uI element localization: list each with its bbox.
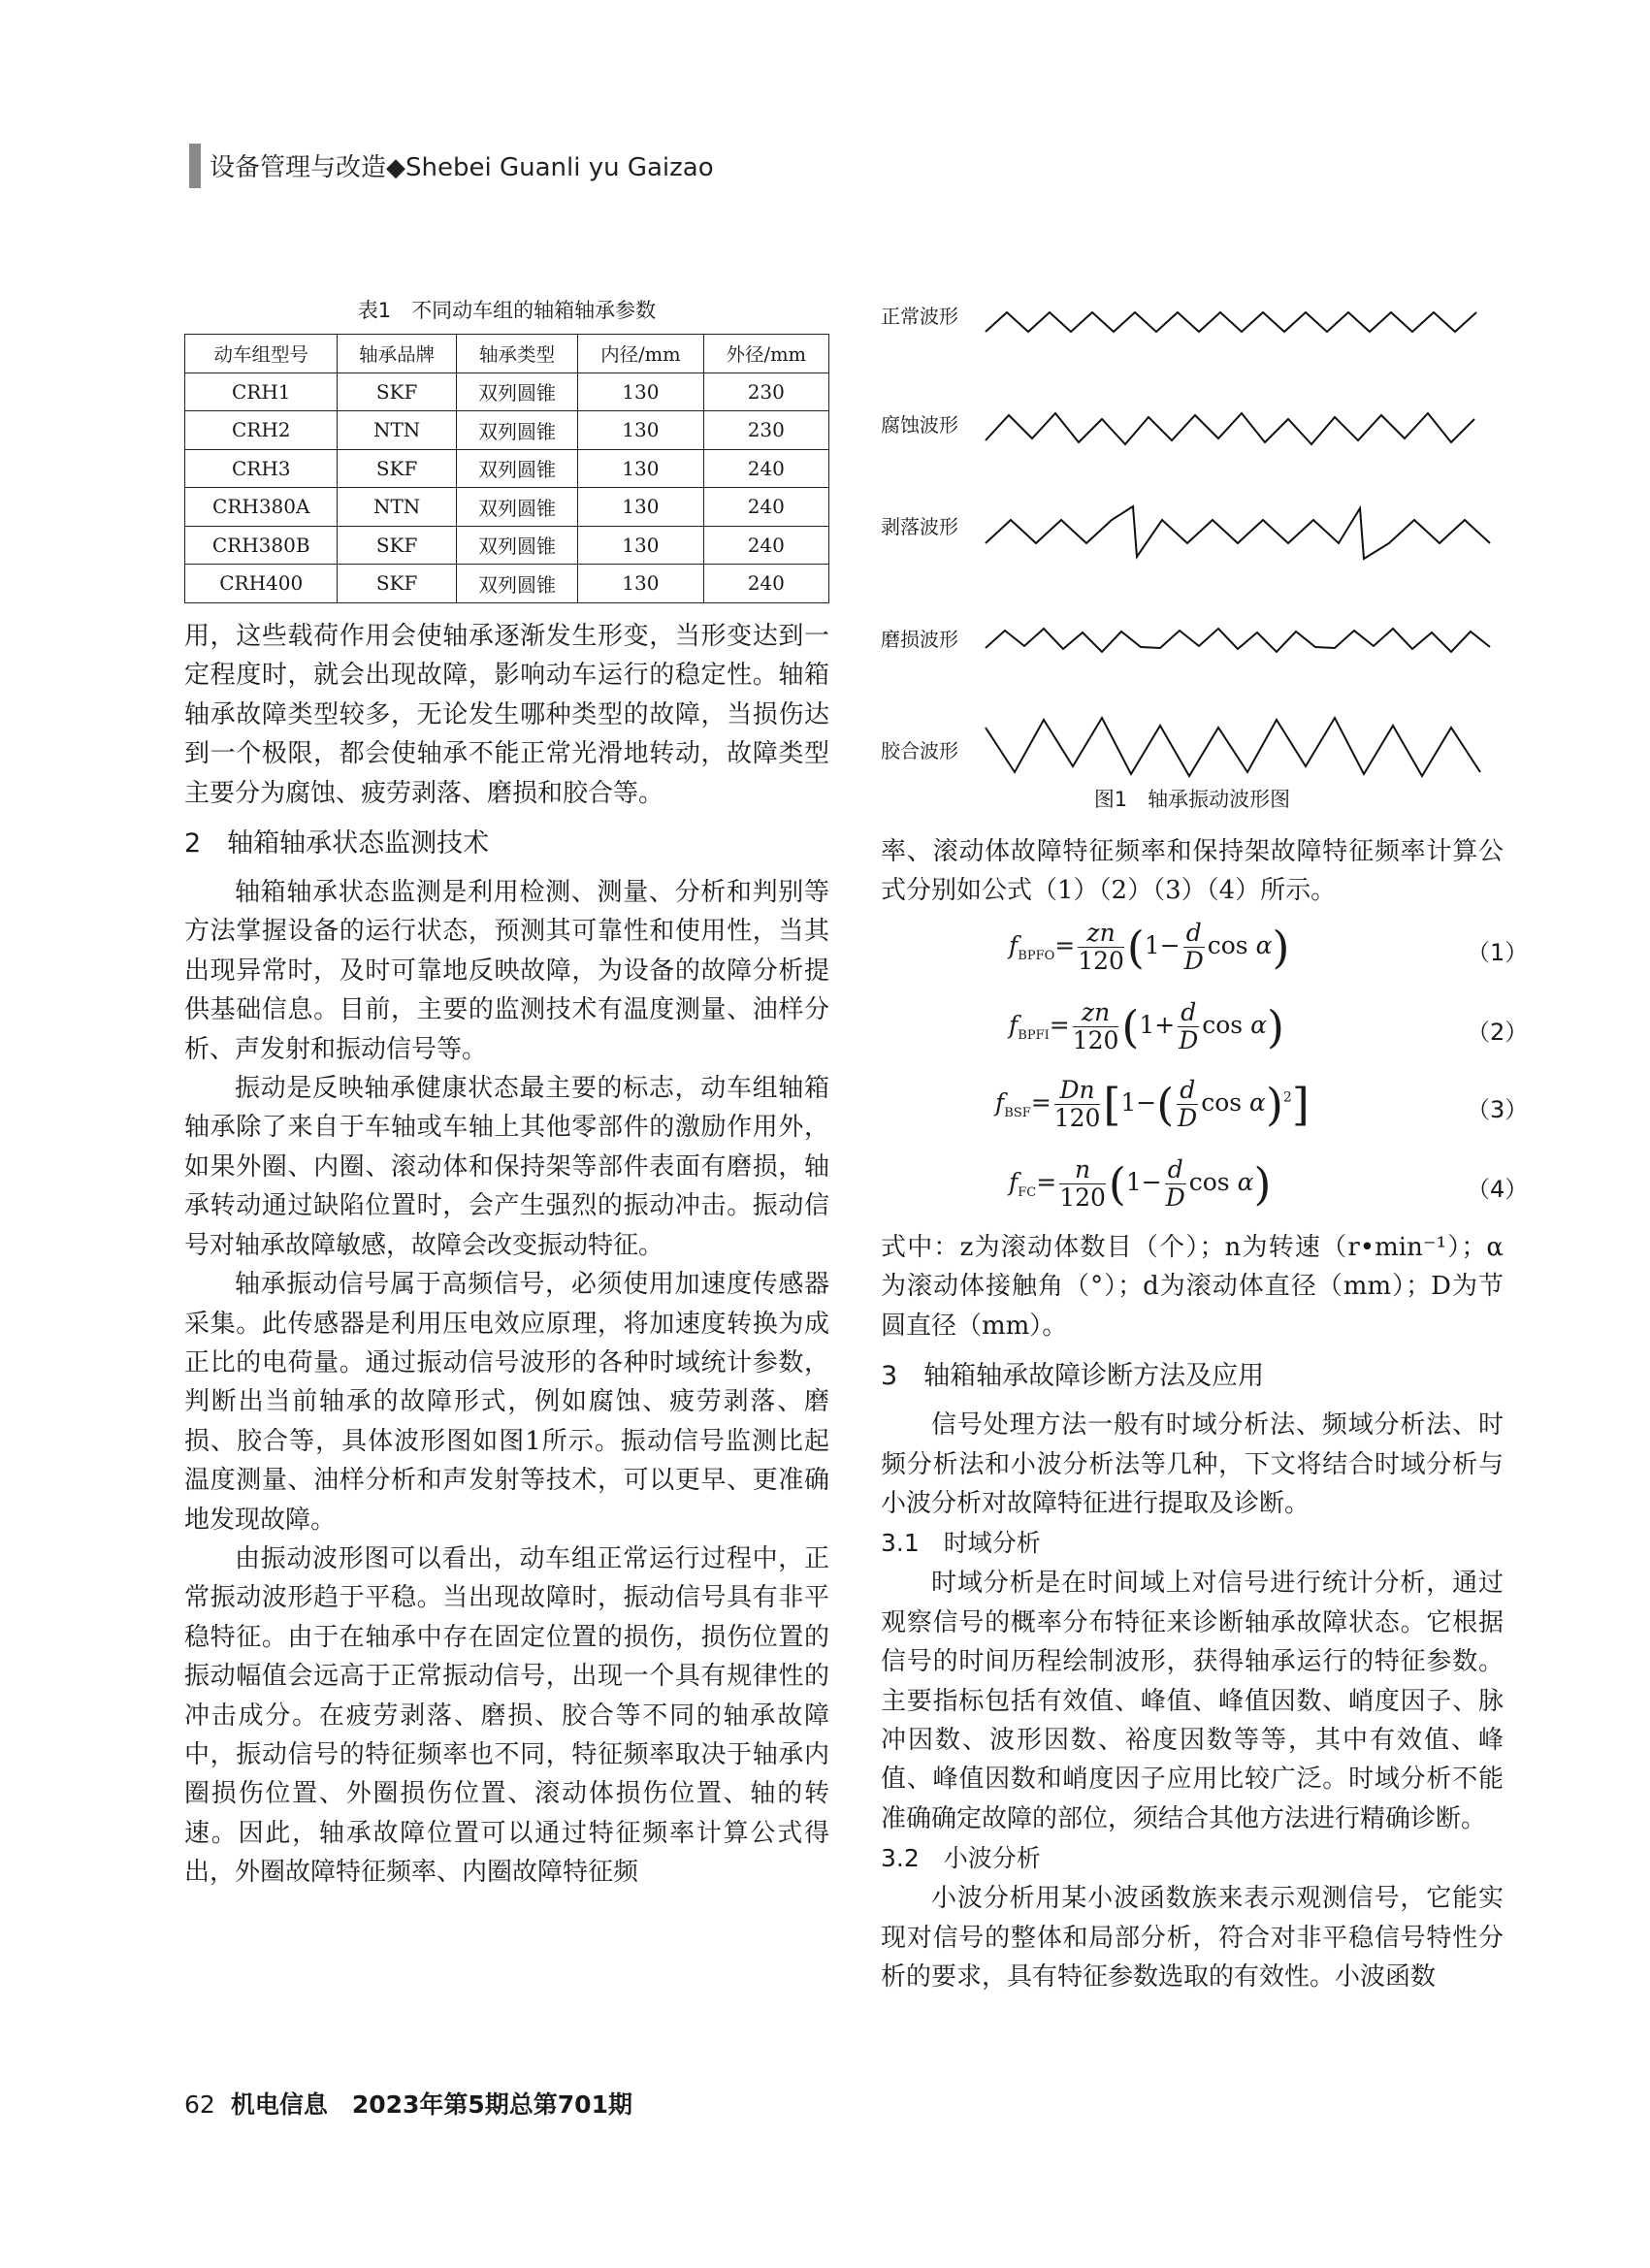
equation-number: （3） bbox=[1467, 1096, 1529, 1123]
table-cell: CRH2 bbox=[185, 411, 338, 450]
page-number: 62 bbox=[184, 2090, 215, 2119]
table-cell: CRH380A bbox=[185, 488, 338, 527]
table-cell: CRH1 bbox=[185, 373, 338, 411]
table-row bbox=[185, 411, 829, 450]
right-column-bottom bbox=[881, 1228, 1504, 1997]
paragraph: 信号处理方法一般有时域分析法、频域分析法、时频分析法和小波分析法等几种，下文将结合时域分析与小波分析对故障特征进行提取及诊断。 bbox=[881, 1410, 1504, 1519]
table-cell: 双列圆锥 bbox=[456, 526, 577, 565]
table-cell: SKF bbox=[338, 373, 456, 411]
table-cell: SKF bbox=[338, 565, 456, 603]
page-footer bbox=[184, 2086, 632, 2121]
table-cell: CRH3 bbox=[185, 449, 338, 488]
table-row bbox=[185, 565, 829, 603]
paragraph: 轴承振动信号属于高频信号，必须使用加速度传感器采集。此传感器是利用压电效应原理，将加速度转换为成正比的电荷量。通过振动信号波形的各种时域统计参数，判断出当前轴承的故障形式，例如腐蚀、疲劳剥落、磨损、胶合等，具体波形图如图1所示。振动信号监测比起温度测量、油样分析和声发射等技术，可以更早、更准确地发现故障。 bbox=[184, 1270, 829, 1535]
running-header: 设备管理与改造◆Shebei Guanli yu Gaizao bbox=[210, 153, 714, 182]
variable-definitions: 式中：z为滚动体数目（个）；n为转速（r•min⁻¹）；α为滚动体接触角（°）；d为滚动体直径（mm）；D为节圆直径（mm）。 bbox=[881, 1233, 1504, 1341]
equation-number: （1） bbox=[1467, 939, 1529, 966]
table-cell: 240 bbox=[703, 488, 828, 527]
paragraph: 轴箱轴承状态监测是利用检测、测量、分析和判别等方法掌握设备的运行状态，预测其可靠性和使用性，当其出现异常时，及时可靠地反映故障，为设备的故障分析提供基础信息。目前，主要的监测技术有温度测量、油样分析、声发射和振动信号等。 bbox=[184, 878, 829, 1064]
figure-caption: 图1 轴承振动波形图 bbox=[1093, 788, 1291, 811]
table-header-cell: 外径/mm bbox=[703, 335, 828, 373]
paragraph-continued: 用，这些载荷作用会使轴承逐渐发生形变，当形变达到一定程度时，就会出现故障，影响动车运行的稳定性。轴箱轴承故障类型较多，无论发生哪种类型的故障，当损伤达到一个极限，都会使轴承不能正常光滑地转动，故障类型主要分为腐蚀、疲劳剥落、磨损和胶合等。 bbox=[184, 622, 829, 808]
equation-number: （2） bbox=[1467, 1019, 1529, 1046]
journal-info: 机电信息 2023年第5期总第701期 bbox=[230, 2090, 632, 2119]
table-cell: CRH380B bbox=[185, 526, 338, 565]
table-cell: SKF bbox=[338, 449, 456, 488]
bearing-parameter-table bbox=[184, 334, 829, 603]
table-cell: 130 bbox=[578, 449, 703, 488]
table-cell: 130 bbox=[578, 565, 703, 603]
table-cell: 130 bbox=[578, 488, 703, 527]
table-cell: 240 bbox=[703, 565, 828, 603]
table-header-cell: 内径/mm bbox=[578, 335, 703, 373]
table-cell: CRH400 bbox=[185, 565, 338, 603]
waveform-label-spalling: 剥落波形 bbox=[881, 515, 958, 538]
waveform-label-gluing: 胶合波形 bbox=[881, 739, 958, 762]
table-header-cell: 轴承品牌 bbox=[338, 335, 456, 373]
table-cell: 双列圆锥 bbox=[456, 488, 577, 527]
table-cell: 双列圆锥 bbox=[456, 449, 577, 488]
table-cell: 130 bbox=[578, 526, 703, 565]
table-header-cell: 动车组型号 bbox=[185, 335, 338, 373]
table-caption: 表1 不同动车组的轴箱轴承参数 bbox=[357, 299, 657, 322]
waveform-gluing bbox=[986, 718, 1480, 776]
paragraph: 由振动波形图可以看出，动车组正常运行过程中，正常振动波形趋于平稳。当出现故障时，振动信号具有非平稳特征。由于在轴承中存在固定位置的损伤，损伤位置的振动幅值会远高于正常振动信号，出现一个具有规律性的冲击成分。在疲劳剥落、磨损、胶合等不同的轴承故障中，振动信号的特征频率也不同，特征频率取决于轴承内圈损伤位置、外圈损伤位置、滚动体损伤位置、轴的转速。因此，轴承故障位置可以通过特征频率计算公式得出，外圈故障特征频率、内圈故障特征频 bbox=[184, 1543, 829, 1888]
table-row bbox=[185, 449, 829, 488]
table-cell: NTN bbox=[338, 488, 456, 527]
header-bar bbox=[189, 144, 201, 188]
table-cell: 130 bbox=[578, 373, 703, 411]
section-2-heading: 2 轴箱轴承状态监测技术 bbox=[184, 828, 490, 859]
waveform-normal bbox=[986, 312, 1476, 332]
table-header-row bbox=[185, 335, 829, 373]
table-row bbox=[185, 488, 829, 527]
waveform-plots bbox=[881, 281, 1504, 825]
figure-1 bbox=[881, 281, 1504, 825]
paragraph-continued: 率、滚动体故障特征频率和保持架故障特征频率计算公式分别如公式（1）（2）（3）（4）所示。 bbox=[881, 837, 1504, 906]
equation-number: （4） bbox=[1467, 1176, 1529, 1203]
table-cell: 双列圆锥 bbox=[456, 373, 577, 411]
table-cell: 130 bbox=[578, 411, 703, 450]
table-header-cell: 轴承类型 bbox=[456, 335, 577, 373]
paragraph: 振动是反映轴承健康状态最主要的标志，动车组轴箱轴承除了来自于车轴或车轴上其他零部件的激励作用外，如果外圈、内圈、滚动体和保持架等部件表面有磨损，轴承转动通过缺陷位置时，会产生强烈的振动冲击。振动信号对轴承故障敏感，故障会改变振动特征。 bbox=[184, 1074, 829, 1260]
waveform-label-normal: 正常波形 bbox=[881, 305, 958, 328]
paragraph: 小波分析用某小波函数族来表示观测信号，它能实现对信号的整体和局部分析，符合对非平稳信号特性分析的要求，具有特征参数选取的有效性。小波函数 bbox=[881, 1884, 1504, 1993]
table-row bbox=[185, 526, 829, 565]
table-row bbox=[185, 373, 829, 411]
table-cell: 240 bbox=[703, 526, 828, 565]
waveform-wear bbox=[986, 629, 1490, 652]
table-cell: NTN bbox=[338, 411, 456, 450]
subsection-3-1-heading: 3.1 时域分析 bbox=[881, 1529, 1041, 1558]
waveform-spalling bbox=[986, 506, 1490, 559]
subsection-3-2-heading: 3.2 小波分析 bbox=[881, 1844, 1041, 1873]
table-cell: 230 bbox=[703, 373, 828, 411]
table-cell: 双列圆锥 bbox=[456, 565, 577, 603]
table-cell: 230 bbox=[703, 411, 828, 450]
table-cell: SKF bbox=[338, 526, 456, 565]
left-column bbox=[184, 617, 829, 1893]
right-column-top bbox=[881, 832, 1504, 911]
section-3-heading: 3 轴箱轴承故障诊断方法及应用 bbox=[881, 1361, 1265, 1392]
waveform-label-corrosion: 腐蚀波形 bbox=[881, 413, 958, 437]
waveform-corrosion bbox=[986, 413, 1474, 444]
paragraph: 时域分析是在时间域上对信号进行统计分析，通过观察信号的概率分布特征来诊断轴承故障状态。它根据信号的时间历程绘制波形，获得轴承运行的特征参数。主要指标包括有效值、峰值、峰值因数、峭度因子、脉冲因数、波形因数、裕度因数等等，其中有效值、峰值、峰值因数和峭度因子应用比较广泛。时域分析不能准确确定故障的部位，须结合其他方法进行精确诊断。 bbox=[881, 1569, 1504, 1833]
waveform-label-wear: 磨损波形 bbox=[881, 628, 958, 651]
table-cell: 双列圆锥 bbox=[456, 411, 577, 450]
table-cell: 240 bbox=[703, 449, 828, 488]
